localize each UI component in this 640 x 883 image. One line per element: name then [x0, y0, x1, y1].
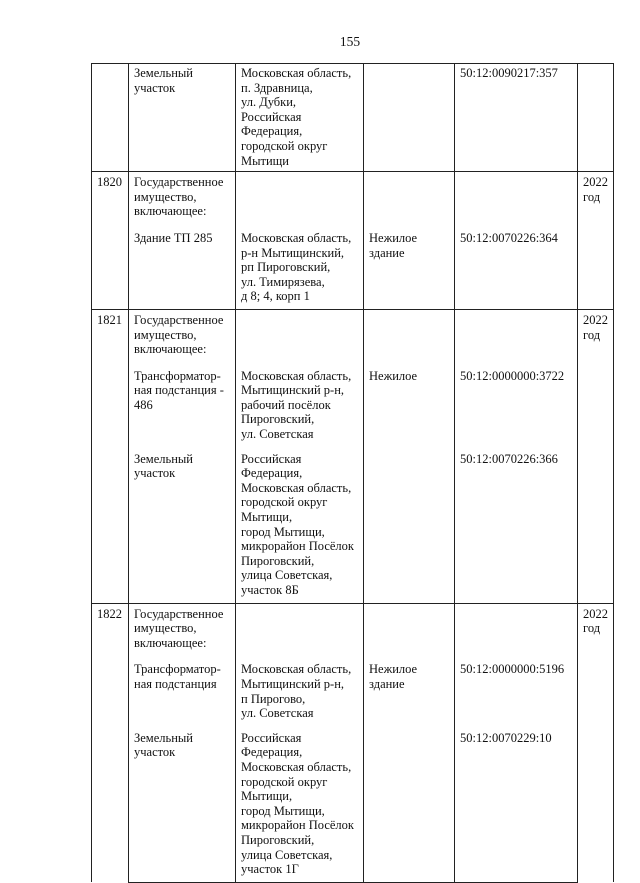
table-row [92, 447, 614, 603]
entry-year-cell [578, 64, 614, 172]
table-row [92, 603, 614, 657]
item-kind-cell: Нежилое здание [364, 226, 455, 309]
empty-cell [236, 309, 364, 363]
item-cadastral-cell: 50:12:0070226:366 [455, 447, 578, 603]
entry-number-cell: 1820 [92, 172, 129, 310]
item-kind-cell [364, 447, 455, 603]
item-name-cell: Трансформатор- ная подстанция - 486 [129, 364, 236, 447]
page-number: 155 [339, 34, 361, 49]
property-registry-table [91, 63, 614, 883]
empty-cell [455, 603, 578, 657]
item-cadastral-cell: 50:12:0070229:10 [455, 726, 578, 882]
empty-cell [236, 603, 364, 657]
empty-cell [236, 172, 364, 226]
item-address-cell: Московская область, Мытищинский р-н, рабочий посёлок Пироговский, ул. Советская [236, 364, 364, 447]
item-cadastral-cell: 50:12:0000000:5196 [455, 657, 578, 725]
item-kind-cell: Нежилое здание [364, 657, 455, 725]
table-row [92, 172, 614, 226]
entry-year-cell: 2022 год [578, 603, 614, 882]
entry-number-cell: 1822 [92, 603, 129, 882]
entry-number-cell: 1821 [92, 309, 129, 603]
item-name-cell: Земельный участок [129, 64, 236, 172]
entry-year-cell: 2022 год [578, 172, 614, 310]
entry-header-cell: Государственное имущество, включающее: [129, 309, 236, 363]
item-address-cell: Российская Федерация, Московская область, городской округ Мытищи, город Мытищи, микрорайон Посёлок Пироговский, улица Советская, участок 8Б [236, 447, 364, 603]
table-row [92, 364, 614, 447]
entry-header-cell: Государственное имущество, включающее: [129, 603, 236, 657]
item-cadastral-cell: 50:12:0090217:357 [455, 64, 578, 172]
item-kind-cell: Нежилое [364, 364, 455, 447]
table-row [92, 309, 614, 363]
item-name-cell: Здание ТП 285 [129, 226, 236, 309]
empty-cell [455, 172, 578, 226]
item-name-cell: Трансформатор- ная подстанция [129, 657, 236, 725]
empty-cell [364, 172, 455, 226]
item-cadastral-cell: 50:12:0000000:3722 [455, 364, 578, 447]
item-name-cell: Земельный участок [129, 447, 236, 603]
table-row [92, 226, 614, 309]
empty-cell [364, 603, 455, 657]
item-address-cell: Московская область, Мытищинский р-н, п Пирогово, ул. Советская [236, 657, 364, 725]
entry-number-cell [92, 64, 129, 172]
entry-year-cell: 2022 год [578, 309, 614, 603]
item-cadastral-cell: 50:12:0070226:364 [455, 226, 578, 309]
item-address-cell: Московская область, п. Здравница, ул. Дубки, Российская Федерация, городской округ Мытищи [236, 64, 364, 172]
table-row [92, 64, 614, 172]
empty-cell [364, 309, 455, 363]
item-address-cell: Российская Федерация, Московская область, городской округ Мытищи, город Мытищи, микрорайон Посёлок Пироговский, улица Советская, участок 1Г [236, 726, 364, 882]
empty-cell [455, 309, 578, 363]
table-row [92, 657, 614, 725]
item-kind-cell [364, 64, 455, 172]
table-row [92, 726, 614, 882]
item-name-cell: Земельный участок [129, 726, 236, 882]
entry-header-cell: Государственное имущество, включающее: [129, 172, 236, 226]
item-kind-cell [364, 726, 455, 882]
item-address-cell: Московская область, р-н Мытищинский, рп Пироговский, ул. Тимирязева, д 8; 4, корп 1 [236, 226, 364, 309]
